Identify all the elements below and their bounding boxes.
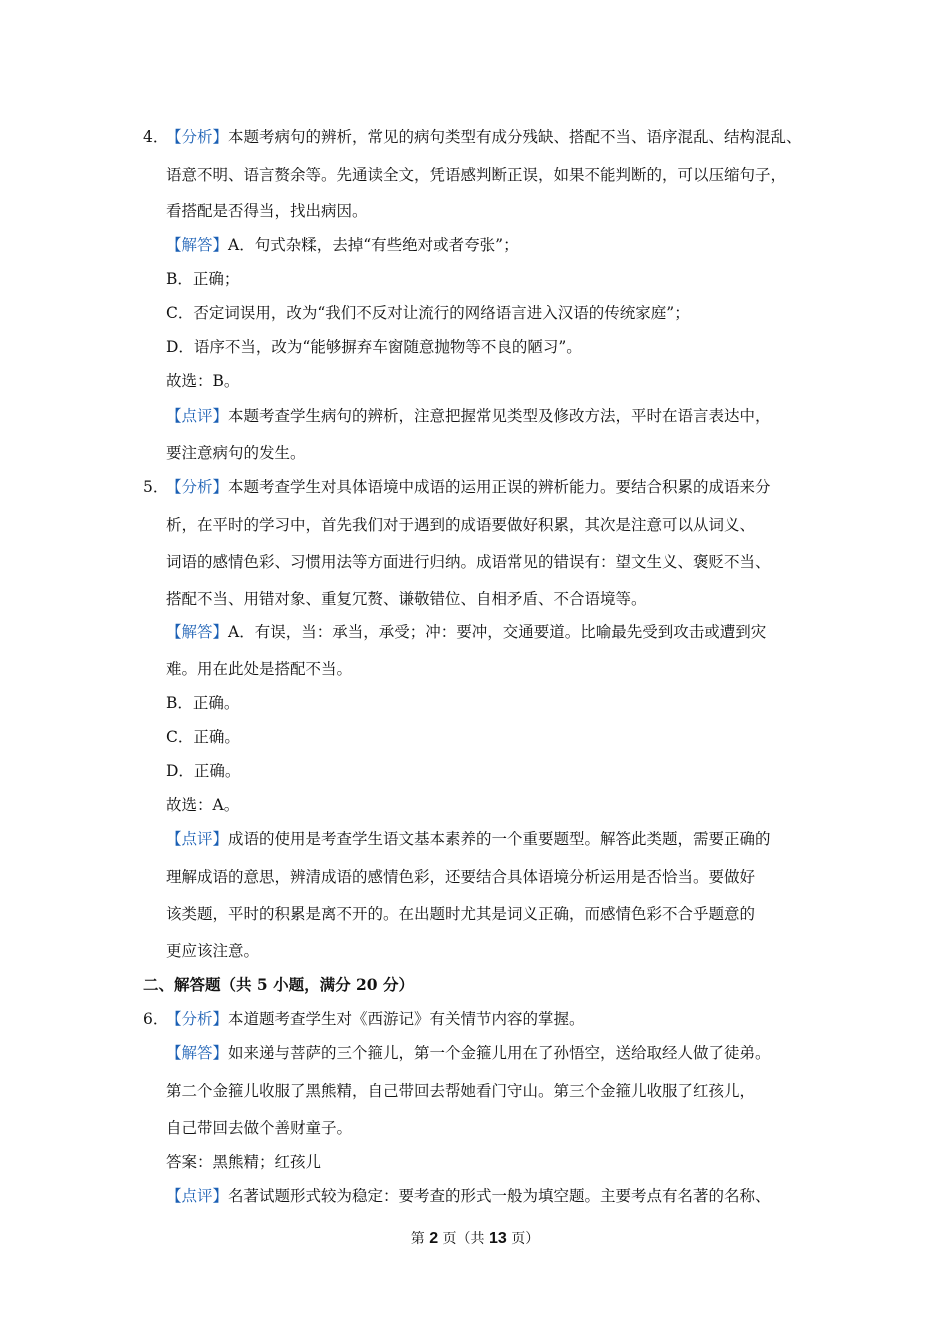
q4-comment-line-2: 要注意病句的发生。 bbox=[166, 444, 306, 462]
q5-answer-tag: 解答 bbox=[181, 623, 213, 641]
q6-answer-line-2: 第二个金箍儿收服了黑熊精，自己带回去帮她看门守山。第三个金箍儿收服了红孩儿， bbox=[166, 1082, 756, 1100]
q4-choice: 故选：B。 bbox=[166, 372, 240, 390]
q4-comment-line-1: 【点评】本题考查学生病句的辨析，注意把握常见类型及修改方法，平时在语言表达中， bbox=[166, 407, 771, 425]
q5-analysis-line-3: 词语的感情色彩、习惯用法等方面进行归纳。成语常见的错误有：望文生义、褒贬不当、 bbox=[166, 553, 771, 571]
q5-option-b: B．正确。 bbox=[166, 694, 240, 712]
q5-comment-line-3: 该类题，平时的积累是离不开的。在出题时尤其是词义正确，而感情色彩不合乎题意的 bbox=[166, 905, 756, 923]
q5-answer-line-1: 【解答】A．有误，当：承当，承受；冲：要冲，交通要道。比喻最先受到攻击或遭到灾 bbox=[166, 623, 767, 641]
q5-analysis-line-1: 【分析】本题考查学生对具体语境中成语的运用正误的辨析能力。要结合积累的成语来分 bbox=[166, 478, 771, 496]
q5-option-c: C．正确。 bbox=[166, 728, 240, 746]
q5-analysis-line-2: 析，在平时的学习中，首先我们对于遇到的成语要做好积累，其次是注意可以从词义、 bbox=[166, 516, 756, 534]
q5-comment-line-1: 【点评】成语的使用是考查学生语文基本素养的一个重要题型。解答此类题，需要正确的 bbox=[166, 830, 771, 848]
q4-answer-tag: 解答 bbox=[181, 236, 213, 254]
q6-analysis-tag: 分析 bbox=[181, 1010, 213, 1028]
q6-analysis-line-1: 【分析】本道题考查学生对《西游记》有关情节内容的掌握。 bbox=[166, 1010, 585, 1028]
q5-option-d: D．正确。 bbox=[166, 762, 241, 780]
q5-comment-line-4: 更应该注意。 bbox=[166, 942, 260, 960]
q6-number: 6． bbox=[143, 1010, 169, 1028]
q4-option-b: B．正确； bbox=[166, 270, 240, 288]
q5-number: 5． bbox=[143, 478, 169, 496]
q6-answer-line-1: 【解答】如来递与菩萨的三个箍儿，第一个金箍儿用在了孙悟空，送给取经人做了徒弟。 bbox=[166, 1044, 771, 1062]
q6-comment-line-1: 【点评】名著试题形式较为稳定：要考查的形式一般为填空题。主要考点有名著的名称、 bbox=[166, 1187, 771, 1205]
q5-analysis-tag: 分析 bbox=[181, 478, 213, 496]
q6-answer-final: 答案：黑熊精；红孩儿 bbox=[166, 1153, 322, 1171]
q5-comment-line-2: 理解成语的意思，辨清成语的感情色彩，还要结合具体语境分析运用是否恰当。要做好 bbox=[166, 868, 756, 886]
q4-option-d: D．语序不当，改为“能够摒弃车窗随意抛物等不良的陋习”。 bbox=[166, 338, 582, 356]
q5-answer-line-2: 难。用在此处是搭配不当。 bbox=[166, 660, 353, 678]
section-heading: 二、解答题（共 5 小题，满分 20 分） bbox=[143, 975, 414, 994]
q4-comment-tag: 点评 bbox=[181, 407, 213, 425]
q4-number: 4． bbox=[143, 128, 169, 146]
q5-choice: 故选：A。 bbox=[166, 796, 240, 814]
q5-comment-tag: 点评 bbox=[181, 830, 213, 848]
q4-analysis-line-3: 看搭配是否得当，找出病因。 bbox=[166, 202, 368, 220]
q4-analysis-tag: 分析 bbox=[181, 128, 213, 146]
q6-comment-tag: 点评 bbox=[181, 1187, 213, 1205]
q4-answer-line-1: 【解答】A．句式杂糅，去掉“有些绝对或者夸张”； bbox=[166, 236, 519, 254]
q5-analysis-line-4: 搭配不当、用错对象、重复冗赘、谦敬错位、自相矛盾、不合语境等。 bbox=[166, 590, 647, 608]
q4-analysis-line-1: 【分析】本题考病句的辨析，常见的病句类型有成分残缺、搭配不当、语序混乱、结构混乱、 bbox=[166, 128, 802, 146]
page-footer: 第 2 页（共 13 页） bbox=[410, 1230, 540, 1247]
q4-option-c: C．否定词误用，改为“我们不反对让流行的网络语言进入汉语的传统家庭”； bbox=[166, 304, 690, 322]
q4-analysis-line-2: 语意不明、语言赘余等。先通读全文，凭语感判断正误，如果不能判断的，可以压缩句子， bbox=[166, 166, 787, 184]
total-page-count: 13 bbox=[489, 1230, 507, 1247]
current-page-number: 2 bbox=[429, 1230, 439, 1247]
q6-answer-line-3: 自己带回去做个善财童子。 bbox=[166, 1119, 353, 1137]
q6-answer-tag: 解答 bbox=[181, 1044, 213, 1062]
